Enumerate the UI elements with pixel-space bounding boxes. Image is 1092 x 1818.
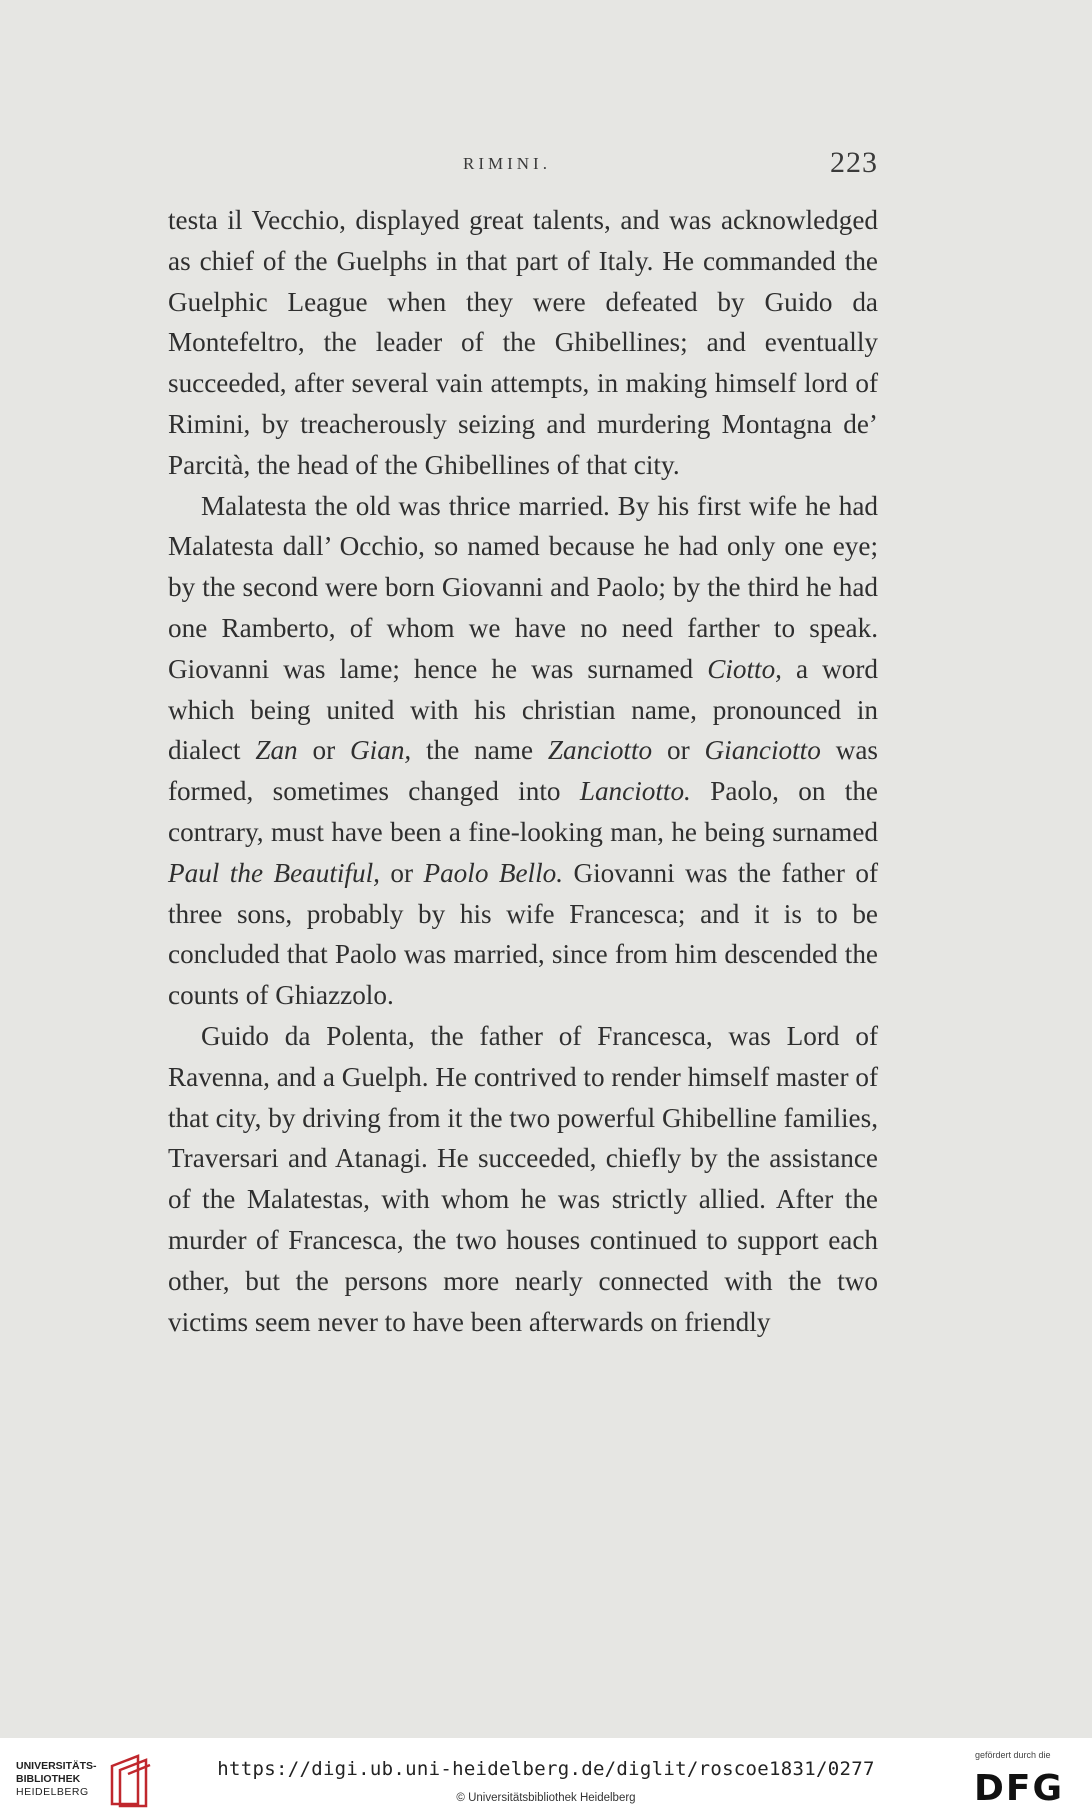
page-number: 223: [830, 146, 878, 179]
italic-term: Lanciotto.: [579, 776, 691, 807]
body-text: [168, 200, 878, 1342]
viewer-footer: [0, 1738, 1092, 1818]
paragraph: Guido da Polenta, the father of Francesca, was Lord of Ravenna, and a Guelph. He contrived to render himself master of that city, by driving from it the two powerful Ghibelline families, Traversari and Atanagi. He succeeded, chiefly by the assistance of the Malatestas, with whom he was strictly allied. After the murder of Francesca, the two houses continued to support each other, but the persons more nearly connected with the two victims seem never to have been afterwards on friendly: [168, 1020, 878, 1337]
library-name-line: HEIDELBERG: [16, 1786, 89, 1798]
text-run: a word which being united with his christian name, pronounced in dialect: [168, 653, 878, 766]
italic-term: Paul the Beautiful,: [168, 857, 380, 888]
text-run: Malatesta the old was thrice married. By his first wife he had Malatesta dall’ Occhio, so named because he had only one eye; by the second were born Giovanni and Paolo; by the third he had one Ramberto, of whom we have no need farther to speak. Giovanni was lame; hence he was surnamed: [168, 490, 878, 684]
text-run: Paolo, on the contrary, must have been a fine-looking man, he being surnamed: [168, 776, 878, 847]
italic-term: Zan: [255, 735, 298, 766]
italic-term: Gian,: [350, 735, 412, 766]
italic-term: Zanciotto: [547, 735, 653, 766]
italic-term: Paolo Bello.: [423, 857, 564, 888]
paragraph: [168, 486, 878, 1016]
text-run: the name: [411, 735, 548, 766]
italic-term: Ciotto,: [707, 653, 782, 684]
dfg-logo: DFG: [974, 1768, 1065, 1809]
running-title: RIMINI.: [463, 154, 551, 173]
text-run: or: [379, 857, 424, 888]
library-name-line: UNIVERSITÄTS-: [16, 1760, 97, 1772]
paragraph: testa il Vecchio, displayed great talents, and was acknowledged as chief of the Guelphs in that part of Italy. He commanded the Guelphic League when they were defeated by Guido da Montefeltro, the leader of the Ghibellines; and eventually succeeded, after several vain attempts, in making himself lord of Rimini, by treacherously seizing and murdering Montagna de’ Parcità, the head of the Ghibellines of that city.: [168, 205, 878, 480]
text-run: was formed, sometimes changed into: [168, 735, 878, 807]
text-run: or: [297, 735, 351, 766]
library-name-line: BIBLIOTHEK: [16, 1773, 81, 1785]
italic-term: Gianciotto: [704, 735, 821, 766]
copyright-notice: © Universitätsbibliothek Heidelberg: [456, 1792, 636, 1804]
permalink-link[interactable]: https://digi.ub.uni-heidelberg.de/diglit/roscoe1831/0277: [217, 1758, 875, 1780]
text-run: Giovanni was the father of three sons, probably by his wife Francesca; and it is to be concluded that Paolo was married, since from him descended the counts of Ghiazzolo.: [168, 857, 878, 1011]
funding-note: gefördert durch die: [975, 1750, 1051, 1760]
text-run: or: [652, 735, 705, 766]
